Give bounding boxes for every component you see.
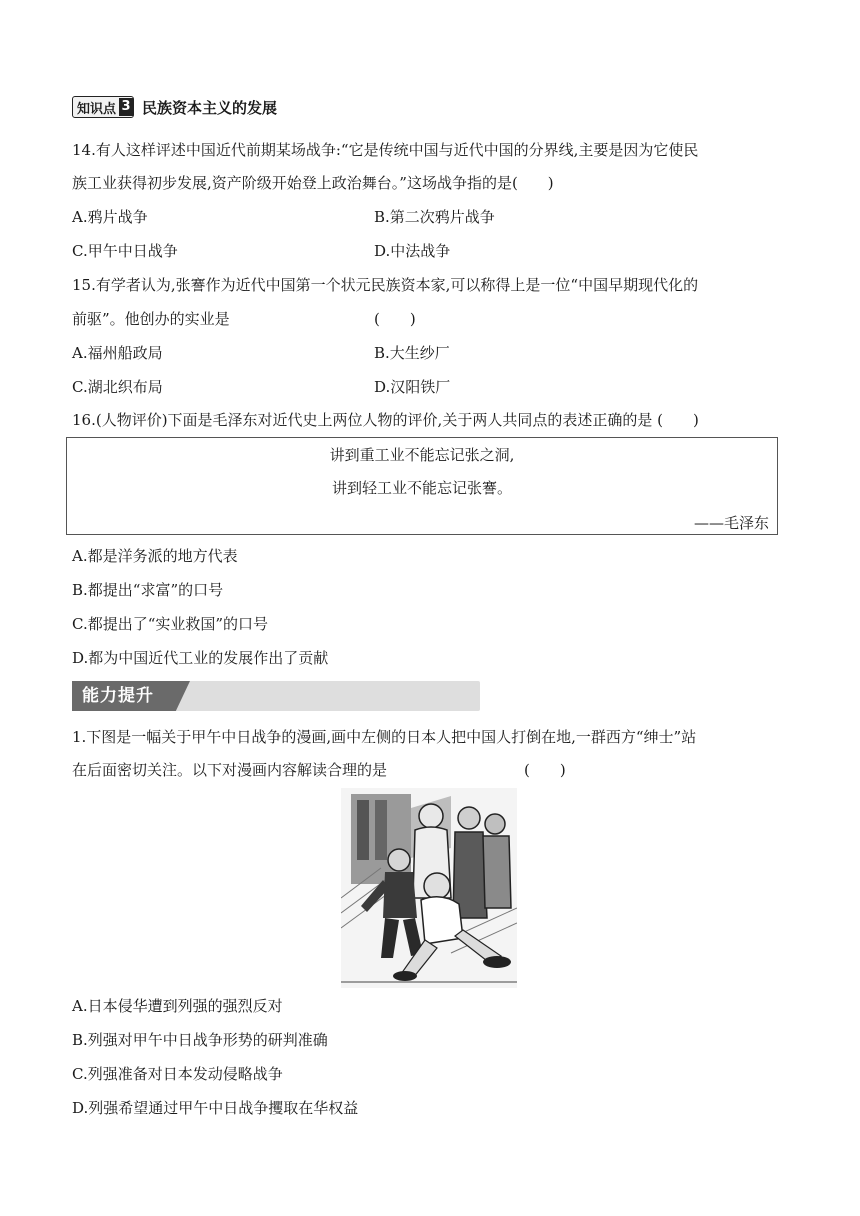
q15-option-d: D.汉阳铁厂 (374, 378, 451, 396)
q1-stem-line-1: 1.下图是一幅关于甲午中日战争的漫画,画中左侧的日本人把中国人打倒在地,一群西方“绅士”站 (72, 728, 697, 746)
q14-option-c: C.甲午中日战争 (72, 242, 178, 260)
q1-option-d: D.列强希望通过甲午中日战争攫取在华权益 (72, 1099, 359, 1117)
quote-line-2: 讲到轻工业不能忘记张謇。 (331, 479, 512, 497)
q15-stem-line-1: 15.有学者认为,张謇作为近代中国第一个状元民族资本家,可以称得上是一位“中国早期现代化的 (72, 276, 699, 294)
section-header-band (72, 681, 480, 711)
q15-option-a: A.福州船政局 (72, 344, 163, 362)
q1-option-c: C.列强准备对日本发动侵略战争 (72, 1065, 283, 1083)
q16-option-a: A.都是洋务派的地方代表 (72, 547, 238, 565)
q15-option-c: C.湖北织布局 (72, 378, 163, 396)
q16-option-c: C.都提出了“实业救国”的口号 (72, 615, 269, 633)
cartoon-illustration (341, 788, 517, 988)
q16-stem-line-1: 16.(人物评价)下面是毛泽东对近代史上两位人物的评价,关于两人共同点的表述正确的是 ( ) (72, 411, 699, 429)
q1-option-b: B.列强对甲午中日战争形势的研判准确 (72, 1031, 328, 1049)
q14-option-d: D.中法战争 (374, 242, 451, 260)
quote-box (66, 437, 778, 535)
q14-stem-line-1: 14.有人这样评述中国近代前期某场战争:“它是传统中国与近代中国的分界线,主要是因为它使民 (72, 141, 699, 159)
knowledge-point-number: 3 (119, 98, 133, 116)
q14-option-a: A.鸦片战争 (72, 208, 148, 226)
q14-stem-line-2: 族工业获得初步发展,资产阶级开始登上政治舞台。”这场战争指的是( ) (72, 174, 554, 192)
q15-stem-line-2: 前驱”。他创办的实业是 (72, 310, 230, 328)
knowledge-point-title: 民族资本主义的发展 (142, 98, 278, 117)
q1-answer-bracket: ( ) (524, 761, 566, 779)
q15-option-b: B.大生纱厂 (374, 344, 450, 362)
quote-author: ——毛泽东 (693, 514, 769, 532)
knowledge-point-badge (72, 96, 134, 118)
quote-line-1: 讲到重工业不能忘记张之洞, (329, 446, 515, 464)
q16-option-d: D.都为中国近代工业的发展作出了贡献 (72, 649, 329, 667)
q14-option-b: B.第二次鸦片战争 (374, 208, 495, 226)
knowledge-point-header (72, 95, 277, 119)
section-title: 能力提升 (82, 686, 154, 706)
q1-option-a: A.日本侵华遭到列强的强烈反对 (72, 997, 283, 1015)
q1-stem-line-2: 在后面密切关注。以下对漫画内容解读合理的是 (72, 761, 388, 779)
q15-answer-bracket: ( ) (374, 310, 416, 328)
knowledge-point-badge-label: 知识点 (77, 101, 117, 117)
q16-option-b: B.都提出“求富”的口号 (72, 581, 224, 599)
